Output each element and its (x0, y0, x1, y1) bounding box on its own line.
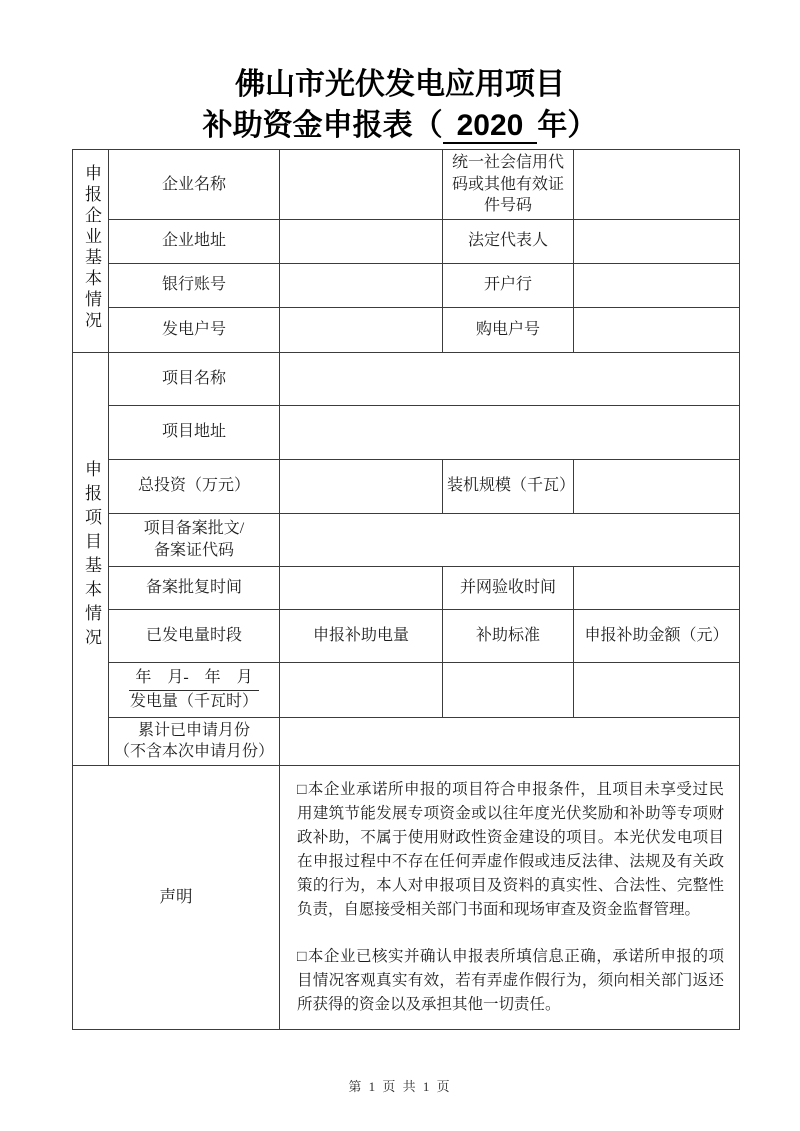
input-cell-company-name[interactable] (280, 150, 443, 220)
declaration-text-2: 本企业已核实并确认申报表所填信息正确，承诺所申报的项目情况客观真实有效，若有弄虚作假行为，须向相关部门返还所获得的资金以及承担其他一切责任。 (297, 947, 724, 1013)
vertical-header-project: 申报项目基本情况 (81, 459, 101, 652)
declaration-text-1: 本企业承诺所申报的项目符合申报条件，且项目未享受过民用建筑节能发展专项资金或以往年度光伏奖励和补助等专项财政补助，不属于使用财政性资金建设的项目。本光伏发电项目在申报过程中不存在任何弄虚作假或违反法律、法规及有关政策的行为，本人对申报项目及资料的真实性、合法性、完整性负责，自愿接受相关部门书面和现场审查及资金监督管理。 (297, 780, 724, 918)
label-installed-capacity: 装机规模（千瓦） (443, 459, 574, 513)
declaration-text-cell (280, 765, 740, 1029)
input-cell-purchase-account[interactable] (574, 307, 740, 352)
label-generation-account: 发电户号 (109, 307, 280, 352)
record-label-line2: 备案证代码 (153, 541, 234, 559)
label-project-name: 项目名称 (109, 352, 280, 405)
input-cell-subsidy-amount[interactable] (574, 662, 740, 717)
input-cell-generation-account[interactable] (280, 307, 443, 352)
input-cell-installed-capacity[interactable] (574, 459, 740, 513)
title-year-blank: 2020 (443, 109, 538, 144)
input-cell-subsidy-power[interactable] (280, 662, 443, 717)
period-blank-line[interactable]: 年 月- 年 月 (129, 667, 258, 691)
vertical-header-company: 申报企业基本情况 (81, 163, 101, 332)
header-declared-subsidy-power: 申报补助电量 (280, 609, 443, 662)
applied-months-line2: （不含本次申请月份） (113, 743, 274, 761)
application-form-table (72, 149, 740, 1030)
input-cell-legal-representative[interactable] (574, 219, 740, 263)
input-cell-total-investment[interactable] (280, 459, 443, 513)
input-cell-subsidy-standard[interactable] (443, 662, 574, 717)
input-cell-bank-account[interactable] (280, 263, 443, 307)
page-title (0, 64, 800, 146)
header-declared-subsidy-amount: 申报补助金额（元） (574, 609, 740, 662)
label-project-address: 项目地址 (109, 405, 280, 459)
applied-months-line1: 累计已申请月份 (137, 721, 250, 739)
label-bank-account: 银行账号 (109, 263, 280, 307)
label-record-document (109, 513, 280, 566)
title-line2-prefix: 补助资金申报表（ (202, 109, 443, 142)
page-title-line1: 佛山市光伏发电应用项目 (235, 68, 565, 101)
input-cell-grid-acceptance-time[interactable] (574, 566, 740, 609)
record-label-line1: 项目备案批文/ (143, 520, 245, 538)
declaration-label: 声明 (73, 765, 280, 1029)
input-cell-record-approval-time[interactable] (280, 566, 443, 609)
header-generated-period: 已发电量时段 (109, 609, 280, 662)
page-title-line2 (0, 105, 800, 146)
label-record-approval-time: 备案批复时间 (109, 566, 280, 609)
label-bank-branch: 开户行 (443, 263, 574, 307)
input-cell-applied-months[interactable] (280, 717, 740, 765)
input-cell-bank-branch[interactable] (574, 263, 740, 307)
label-purchase-account: 购电户号 (443, 307, 574, 352)
label-applied-months (109, 717, 280, 765)
input-cell-project-name[interactable] (280, 352, 740, 405)
section-header-company (73, 150, 109, 353)
declaration-paragraph-1 (297, 778, 724, 922)
header-subsidy-standard: 补助标准 (443, 609, 574, 662)
cell-period-generation (109, 662, 280, 717)
declaration-paragraph-2 (297, 945, 724, 1017)
label-total-investment: 总投资（万元） (109, 459, 280, 513)
input-cell-project-address[interactable] (280, 405, 740, 459)
input-cell-record-document[interactable] (280, 513, 740, 566)
page-footer: 第 1 页 共 1 页 (348, 1078, 452, 1094)
checkbox-commitment[interactable]: □ (297, 780, 307, 798)
title-line2-suffix: 年） (537, 109, 598, 142)
label-credit-code: 统一社会信用代码或其他有效证件号码 (443, 150, 574, 220)
section-header-project (73, 352, 109, 765)
label-legal-representative: 法定代表人 (443, 219, 574, 263)
period-generation-label: 发电量（千瓦时） (129, 692, 258, 710)
input-cell-company-address[interactable] (280, 219, 443, 263)
label-company-name: 企业名称 (109, 150, 280, 220)
label-company-address: 企业地址 (109, 219, 280, 263)
input-cell-credit-code[interactable] (574, 150, 740, 220)
checkbox-confirmation[interactable]: □ (297, 947, 307, 965)
label-grid-acceptance-time: 并网验收时间 (443, 566, 574, 609)
